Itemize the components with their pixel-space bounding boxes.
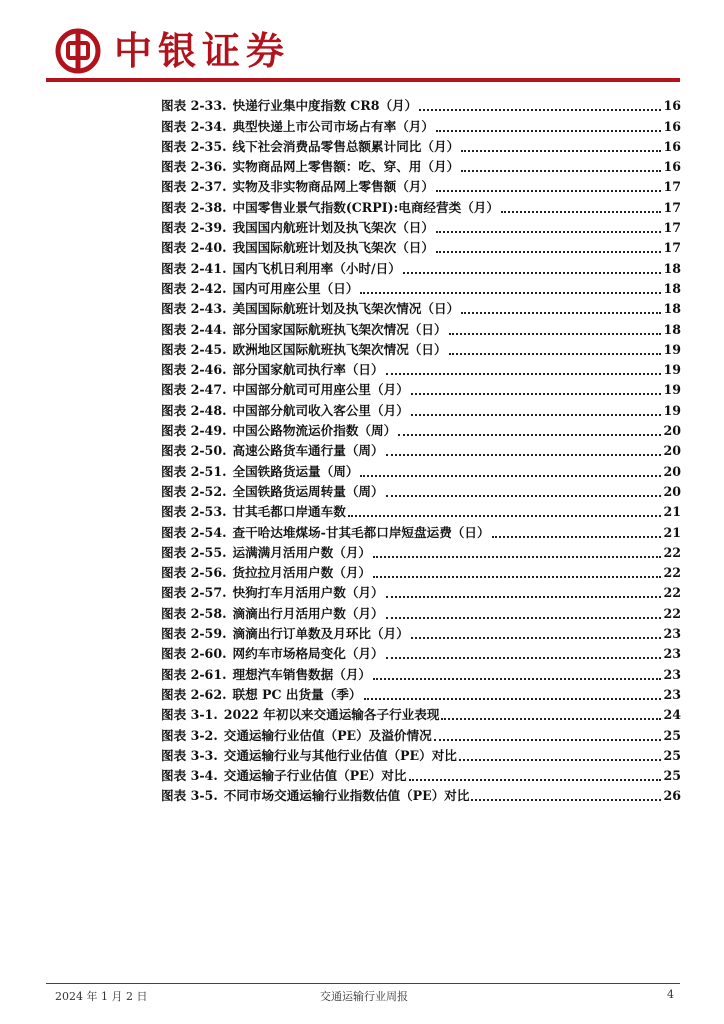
toc-entry[interactable] [161,317,681,337]
toc-entry-title: 实物及非实物商品网上零售额（月） [232,179,434,195]
toc-entry-title: 中国部分航司可用座公里（月） [232,382,409,398]
toc-entry-number: 图表 2-51. [161,463,227,479]
toc-entry[interactable] [161,520,681,540]
header-rule [46,78,680,82]
toc-dot-leader [411,636,662,639]
toc-dot-leader [436,230,661,233]
toc-entry-page: 18 [663,280,681,296]
toc-entry-number: 图表 2-39. [161,220,227,236]
toc-dot-leader [386,595,662,598]
toc-entry-title: 高速公路货车通行量（周） [232,443,384,459]
toc-dot-leader [364,697,662,700]
toc-entry[interactable] [161,439,681,459]
toc-dot-leader [398,433,661,436]
footer-report-title: 交通运输行业周报 [320,990,408,1003]
toc-entry-title: 甘其毛都口岸通车数 [232,504,346,520]
toc-entry[interactable] [161,236,681,256]
toc-dot-leader [373,575,661,578]
toc-entry-number: 图表 2-52. [161,483,227,499]
toc-dot-leader [471,798,661,801]
toc-entry-page: 25 [663,747,681,763]
toc-entry-title: 网约车市场格局变化（月） [232,646,384,662]
toc-entry-title: 欧洲地区国际航班执飞架次情况（日） [232,341,447,357]
toc-dot-leader [360,291,661,294]
toc-entry-number: 图表 2-60. [161,646,227,662]
toc-entry-page: 24 [663,707,681,723]
toc-entry-title: 货拉拉月活用户数（月） [232,565,372,581]
toc-entry-page: 22 [663,585,681,601]
toc-entry-page: 21 [663,504,681,520]
toc-entry-page: 21 [663,524,681,540]
toc-dot-leader [449,352,662,355]
toc-entry[interactable] [161,459,681,479]
toc-dot-leader [436,250,661,253]
toc-entry-page: 23 [663,666,681,682]
toc-entry-page: 18 [663,301,681,317]
toc-entry-number: 图表 3-5. [161,788,218,804]
toc-dot-leader [403,271,662,274]
toc-entry-page: 20 [663,423,681,439]
toc-entry[interactable] [161,175,681,195]
toc-entry-page: 17 [663,240,681,256]
toc-entry-page: 22 [663,605,681,621]
page-header [0,0,724,86]
toc-entry-title: 2022 年初以来交通运输各子行业表现 [223,707,440,723]
toc-entry-page: 16 [663,159,681,175]
toc-entry-page: 22 [663,544,681,560]
toc-entry-number: 图表 2-37. [161,179,227,195]
toc-dot-leader [461,311,661,314]
toc-entry-number: 图表 2-42. [161,280,227,296]
toc-entry-page: 26 [663,788,681,804]
toc-entry-title: 实物商品网上零售额：吃、穿、用（月） [232,159,460,175]
toc-entry-title: 典型快递上市公司市场占有率（月） [232,118,434,134]
toc-entry-title: 国内可用座公里（日） [232,280,359,296]
toc-entry[interactable] [161,581,681,601]
toc-dot-leader [373,555,661,558]
toc-entry-number: 图表 2-45. [161,341,227,357]
toc-entry[interactable] [161,541,681,561]
toc-entry-number: 图表 2-36. [161,159,227,175]
toc-entry[interactable] [161,195,681,215]
toc-entry-page: 25 [663,768,681,784]
toc-dot-leader [441,717,661,720]
toc-entry-title: 国内飞机日利用率（小时/日） [232,260,401,276]
toc-entry-title: 交通运输行业与其他行业估值（PE）对比 [223,747,457,763]
toc-entry-number: 图表 3-4. [161,768,218,784]
toc-entry[interactable] [161,622,681,642]
toc-entry-number: 图表 2-34. [161,118,227,134]
toc-entry[interactable] [161,561,681,581]
toc-entry-title: 中国零售业景气指数(CRPI):电商经营类（月） [232,199,499,215]
toc-entry-number: 图表 2-43. [161,301,227,317]
toc-entry-title: 我国国内航班计划及执飞架次（日） [232,220,434,236]
toc-entry-title: 中国公路物流运价指数（周） [232,423,397,439]
toc-entry-page: 16 [663,118,681,134]
toc-dot-leader [386,372,662,375]
toc-dot-leader [386,494,662,497]
toc-entry[interactable] [161,419,681,439]
toc-entry[interactable] [161,398,681,418]
toc-dot-leader [461,169,661,172]
toc-entry-number: 图表 3-3. [161,747,218,763]
toc-entry-page: 19 [663,402,681,418]
toc-entry-number: 图表 2-48. [161,402,227,418]
toc-dot-leader [436,129,661,132]
toc-entry-title: 部分国家航司执行率（日） [232,362,384,378]
toc-entry-number: 图表 2-41. [161,260,227,276]
toc-entry-title: 交通运输行业估值（PE）及溢价情况 [223,727,432,743]
toc-entry-title: 快递行业集中度指数 CR8（月） [232,98,418,114]
toc-entry-number: 图表 2-33. [161,98,227,114]
toc-entry[interactable] [161,480,681,500]
toc-entry-title: 中国部分航司收入客公里（月） [232,402,409,418]
footer-rule [46,983,680,984]
toc-entry-number: 图表 2-50. [161,443,227,459]
toc-entry-title: 联想 PC 出货量（季） [232,686,362,702]
toc-dot-leader [348,514,662,517]
toc-entry-page: 19 [663,341,681,357]
toc-entry-title: 部分国家国际航班执飞架次情况（日） [232,321,447,337]
toc-entry-number: 图表 2-57. [161,585,227,601]
toc-entry-page: 22 [663,565,681,581]
toc-dot-leader [409,778,662,781]
toc-dot-leader [386,453,662,456]
toc-entry[interactable] [161,683,681,703]
toc-entry-page: 19 [663,362,681,378]
toc-entry-number: 图表 2-54. [161,524,227,540]
toc-entry-title: 线下社会消费品零售总额累计同比（月） [232,138,460,154]
toc-entry[interactable] [161,277,681,297]
toc-entry-title: 全国铁路货运量（周） [232,463,359,479]
toc-entry-page: 16 [663,138,681,154]
toc-entry[interactable] [161,114,681,134]
toc-entry-number: 图表 2-58. [161,605,227,621]
toc-entry-title: 滴滴出行订单数及月环比（月） [232,626,409,642]
toc-dot-leader [360,474,661,477]
toc-entry-page: 18 [663,260,681,276]
toc-entry[interactable] [161,784,681,804]
toc-entry[interactable] [161,500,681,520]
toc-entry[interactable] [161,744,681,764]
toc-entry[interactable] [161,358,681,378]
toc-dot-leader [434,738,662,741]
toc-entry-page: 17 [663,199,681,215]
toc-entry-number: 图表 2-38. [161,199,227,215]
toc-entry-page: 18 [663,321,681,337]
toc-entry-number: 图表 2-44. [161,321,227,337]
toc-entry[interactable] [161,155,681,175]
toc-entry-page: 23 [663,686,681,702]
toc-dot-leader [449,332,662,335]
toc-dot-leader [411,413,662,416]
toc-entry-page: 19 [663,382,681,398]
toc-dot-leader [492,535,662,538]
toc-entry-title: 我国国际航班计划及执飞架次（日） [232,240,434,256]
toc-entry-number: 图表 2-53. [161,504,227,520]
toc-entry-title: 快狗打车月活用户数（月） [232,585,384,601]
toc-entry[interactable] [161,256,681,276]
toc-dot-leader [386,656,662,659]
toc-entry-number: 图表 2-62. [161,686,227,702]
footer-date: 2024 年 1 月 2 日 [55,990,148,1003]
toc-entry[interactable] [161,723,681,743]
toc-entry[interactable] [161,703,681,723]
toc-entry[interactable] [161,297,681,317]
toc-entry[interactable] [161,94,681,114]
toc-entry-number: 图表 2-55. [161,544,227,560]
toc-entry-page: 16 [663,98,681,114]
toc-entry-number: 图表 2-46. [161,362,227,378]
toc-entry[interactable] [161,338,681,358]
toc-entry-title: 理想汽车销售数据（月） [232,666,372,682]
toc-entry-title: 交通运输子行业估值（PE）对比 [223,768,407,784]
figure-list [161,94,681,804]
toc-entry[interactable] [161,662,681,682]
toc-entry[interactable] [161,378,681,398]
toc-entry[interactable] [161,642,681,662]
toc-entry-title: 查干哈达堆煤场-甘其毛都口岸短盘运费（日） [232,524,490,540]
toc-dot-leader [373,677,661,680]
brand-name: 中银证券 [114,28,291,73]
toc-entry[interactable] [161,135,681,155]
toc-entry-number: 图表 2-40. [161,240,227,256]
toc-entry-number: 图表 2-61. [161,666,227,682]
toc-entry-number: 图表 2-35. [161,138,227,154]
toc-entry-page: 20 [663,443,681,459]
toc-dot-leader [459,758,662,761]
toc-entry-page: 25 [663,727,681,743]
toc-entry-number: 图表 2-47. [161,382,227,398]
footer-page-number: 4 [667,988,674,1001]
toc-dot-leader [501,210,661,213]
toc-entry-title: 滴滴出行月活用户数（月） [232,605,384,621]
toc-entry-page: 20 [663,483,681,499]
toc-dot-leader [386,616,662,619]
toc-entry-page: 23 [663,626,681,642]
toc-dot-leader [461,149,661,152]
toc-entry-title: 不同市场交通运输行业指数估值（PE）对比 [223,788,470,804]
toc-entry-title: 全国铁路货运周转量（周） [232,483,384,499]
toc-entry-number: 图表 3-1. [161,707,218,723]
toc-entry-number: 图表 3-2. [161,727,218,743]
toc-dot-leader [419,108,661,111]
toc-entry-page: 23 [663,646,681,662]
bank-of-china-logo-icon [55,28,101,74]
toc-entry-title: 运满满月活用户数（月） [232,544,372,560]
toc-entry-page: 17 [663,179,681,195]
toc-entry[interactable] [161,764,681,784]
toc-dot-leader [411,392,662,395]
toc-entry-number: 图表 2-49. [161,423,227,439]
toc-entry-page: 17 [663,220,681,236]
toc-entry-number: 图表 2-59. [161,626,227,642]
toc-entry-page: 20 [663,463,681,479]
toc-entry-number: 图表 2-56. [161,565,227,581]
toc-dot-leader [436,189,661,192]
toc-entry-title: 美国国际航班计划及执飞架次情况（日） [232,301,460,317]
toc-entry[interactable] [161,216,681,236]
toc-entry[interactable] [161,601,681,621]
